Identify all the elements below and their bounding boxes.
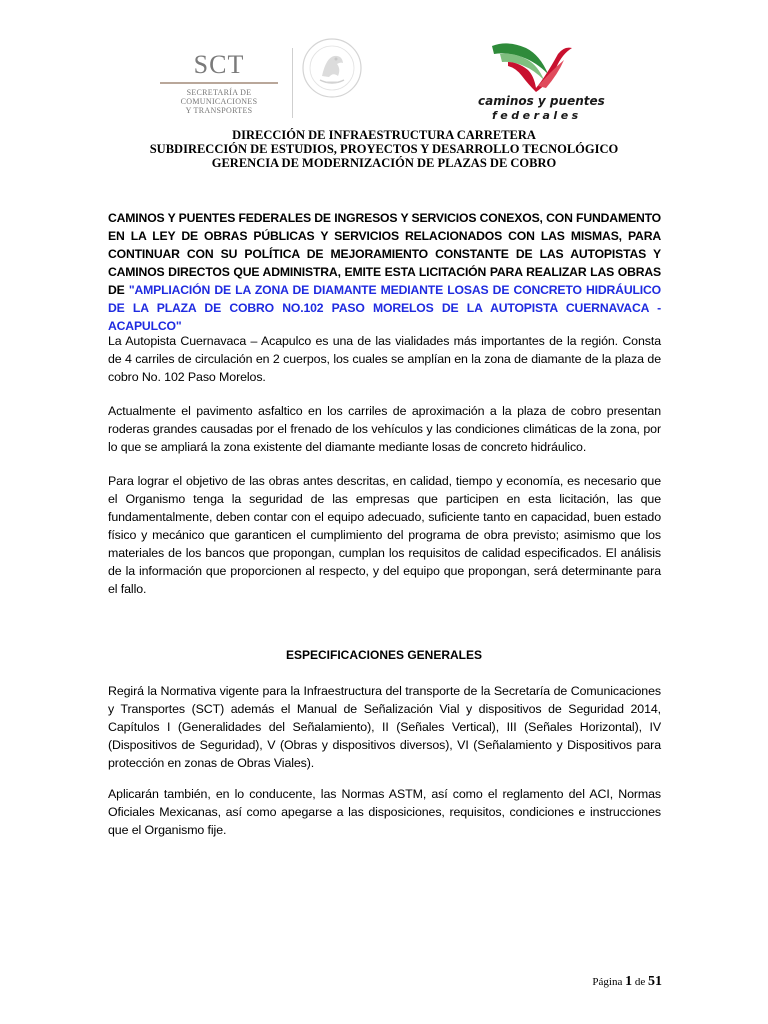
paragraph-normas: Aplicarán también, en lo conducente, las Normas ASTM, así como el reglamento del ACI, Normas Oficiales Mexicanas, así como apegarse a las disposiciones, requisitos, condiciones e instrucciones que el Organismo fije. bbox=[108, 787, 661, 837]
paragraph-pavimento: Actualmente el pavimento asfaltico en los carriles de aproximación a la plaza de cobro presentan roderas grandes causadas por el frenado de los vehículos y las condiciones climáticas de la zona, por lo que se ampliará la zona existente del diamante mediante losas de concreto hidráulico. bbox=[108, 404, 661, 454]
capufe-emblem-icon bbox=[478, 40, 576, 96]
sct-subtitle-line2: COMUNICACIONES bbox=[180, 97, 258, 106]
paragraph-autopista: La Autopista Cuernavaca – Acapulco es una de las vialidades más importantes de la región. Consta de 4 carriles de circulación en 2 cuerpos, los cuales se amplían en la zona de diamante de la plaza de cobro No. 102 Paso Morelos. bbox=[108, 334, 661, 384]
intro-text: CAMINOS Y PUENTES FEDERALES DE INGRESOS Y SERVICIOS CONEXOS, CON FUNDAMENTO EN LA LEY DE OBRAS PÚBLICAS Y SERVICIOS RELACIONADOS CON LAS MISMAS, PARA CONTINUAR CON SU POLÍTICA DE MEJORAMIENTO CONSTANTE DE LAS AUTOPISTAS Y CAMINOS DIRECTOS QUE ADMINISTRA, EMITE ESTA LICITACIÓN PARA REALIZAR LAS OBRAS DE bbox=[108, 211, 661, 297]
paragraph-normativa: Regirá la Normativa vigente para la Infraestructura del transporte de la Secretaría de Comunicaciones y Transportes (SCT) además el Manual de Señalización Vial y dispositivos de Seguridad 2014, Capítulos I (Generalidades del Señalamiento), II (Señales Vertical), III (Señales Horizontal), IV (Dispositivos de Seguridad), V (Obras y dispositivos diversos), VI (Señalamiento y Dispositivos para protección en zonas de Obras Viales). bbox=[108, 684, 661, 770]
logo-divider bbox=[292, 48, 293, 118]
cpf-name-line1: caminos y puentes bbox=[478, 94, 605, 108]
intro-paragraph bbox=[108, 209, 661, 335]
sct-rule bbox=[160, 82, 278, 84]
project-title-highlight: "AMPLIACIÓN DE LA ZONA DE DIAMANTE MEDIANTE LOSAS DE CONCRETO HIDRÁULICO DE LA PLAZA DE COBRO NO.102 PASO MORELOS DE LA AUTOPISTA CUERNAVACA - ACAPULCO" bbox=[108, 283, 661, 333]
caminos-y-puentes-federales-logo bbox=[478, 40, 605, 128]
mexican-coat-of-arms-icon bbox=[300, 36, 364, 100]
sct-logo bbox=[160, 40, 278, 120]
of-word: de bbox=[634, 976, 646, 988]
page-number: 1 bbox=[625, 974, 633, 989]
cpf-name-line2: federales bbox=[492, 109, 582, 122]
section-title: ESPECIFICACIONES GENERALES bbox=[285, 648, 483, 662]
total-pages: 51 bbox=[648, 974, 662, 989]
page-footer bbox=[560, 974, 662, 990]
heading-direccion: DIRECCIÓN DE INFRAESTRUCTURA CARRETERA bbox=[232, 128, 536, 142]
header-logos bbox=[0, 0, 768, 130]
sct-subtitle-line1: SECRETARÍA DE bbox=[186, 88, 252, 97]
heading-subdireccion: SUBDIRECCIÓN DE ESTUDIOS, PROYECTOS Y DESARROLLO TECNOLÓGICO bbox=[149, 142, 619, 156]
page-word: Página bbox=[592, 976, 623, 988]
paragraph-objetivo: Para lograr el objetivo de las obras antes descritas, en calidad, tiempo y economía, es necesario que el Organismo tenga la seguridad de las empresas que participen en esta licitación, las que fundamentalmente, deben contar con el equipo adecuado, suficiente tanto en capacidad, buen estado físico y mecánico que garanticen el cumplimiento del programa de obra previsto; asimismo que los materiales de los bancos que propongan, cumplan los requisitos de calidad especificados. El análisis de la información que proporcionen al respecto, y del equipo que propongan, será determinante para el fallo. bbox=[108, 474, 661, 596]
sct-acronym: SCT bbox=[193, 50, 245, 79]
heading-gerencia: GERENCIA DE MODERNIZACIÓN DE PLAZAS DE COBRO bbox=[211, 156, 557, 170]
sct-subtitle-line3: Y TRANSPORTES bbox=[185, 106, 253, 115]
